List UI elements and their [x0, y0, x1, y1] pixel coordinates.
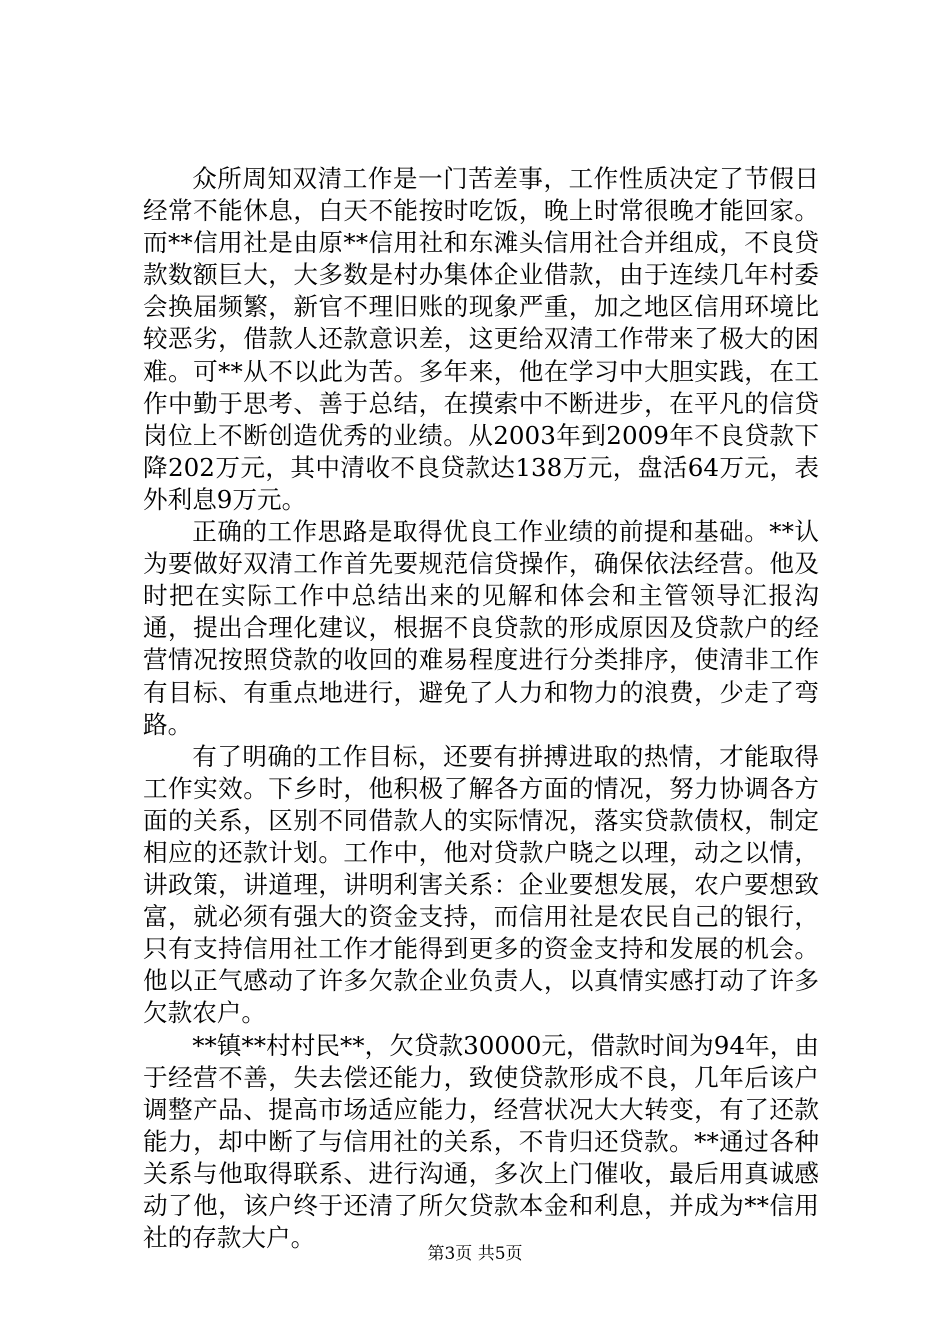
- paragraph-2: 正确的工作思路是取得优良工作业绩的前提和基础。**认为要做好双清工作首先要规范信贷操作，确保依法经营。他及时把在实际工作中总结出来的见解和体会和主管领导汇报沟通，提出合理化建议，根据不良贷款的形成原因及贷款户的经营情况按照贷款的收回的难易程度进行分类排序，使清非工作有目标、有重点地进行，避免了人力和物力的浪费，少走了弯路。: [143, 517, 819, 739]
- page-footer: 第3页 共5页: [427, 1244, 523, 1264]
- paragraph-4: **镇**村村民**，欠贷款30000元，借款时间为94年，由于经营不善，失去偿还能力，致使贷款形成不良，几年后该户调整产品、提高市场适应能力，经营状况大大转变，有了还款能力，却中断了与信用社的关系，不肯归还贷款。**通过各种关系与他取得联系、进行沟通，多次上门催收，最后用真诚感动了他，该户终于还清了所欠贷款本金和利息，并成为**信用社的存款大户。: [143, 1030, 819, 1253]
- document-body: [143, 163, 819, 1254]
- paragraph-1: 众所周知双清工作是一门苦差事，工作性质决定了节假日经常不能休息，白天不能按时吃饭，晚上时常很晚才能回家。而**信用社是由原**信用社和东滩头信用社合并组成，不良贷款数额巨大，大多数是村办集体企业借款，由于连续几年村委会换届频繁，新官不理旧账的现象严重，加之地区信用环境比较恶劣，借款人还款意识差，这更给双清工作带来了极大的困难。可**从不以此为苦。多年来，他在学习中大胆实践，在工作中勤于思考、善于总结，在摸索中不断进步，在平凡的信贷岗位上不断创造优秀的业绩。从2003年到2009年不良贷款下降202万元，其中清收不良贷款达138万元，盘活64万元，表外利息9万元。: [143, 164, 819, 514]
- paragraph-3: 有了明确的工作目标，还要有拼搏进取的热情，才能取得工作实效。下乡时，他积极了解各方面的情况，努力协调各方面的关系，区别不同借款人的实际情况，落实贷款债权，制定相应的还款计划。工作中，他对贷款户晓之以理，动之以情，讲政策，讲道理，讲明利害关系：企业要想发展，农户要想致富，就必须有强大的资金支持，而信用社是农民自己的银行，只有支持信用社工作才能得到更多的资金支持和发展的机会。他以正气感动了许多欠款企业负责人，以真情实感打动了许多欠款农户。: [143, 741, 819, 1028]
